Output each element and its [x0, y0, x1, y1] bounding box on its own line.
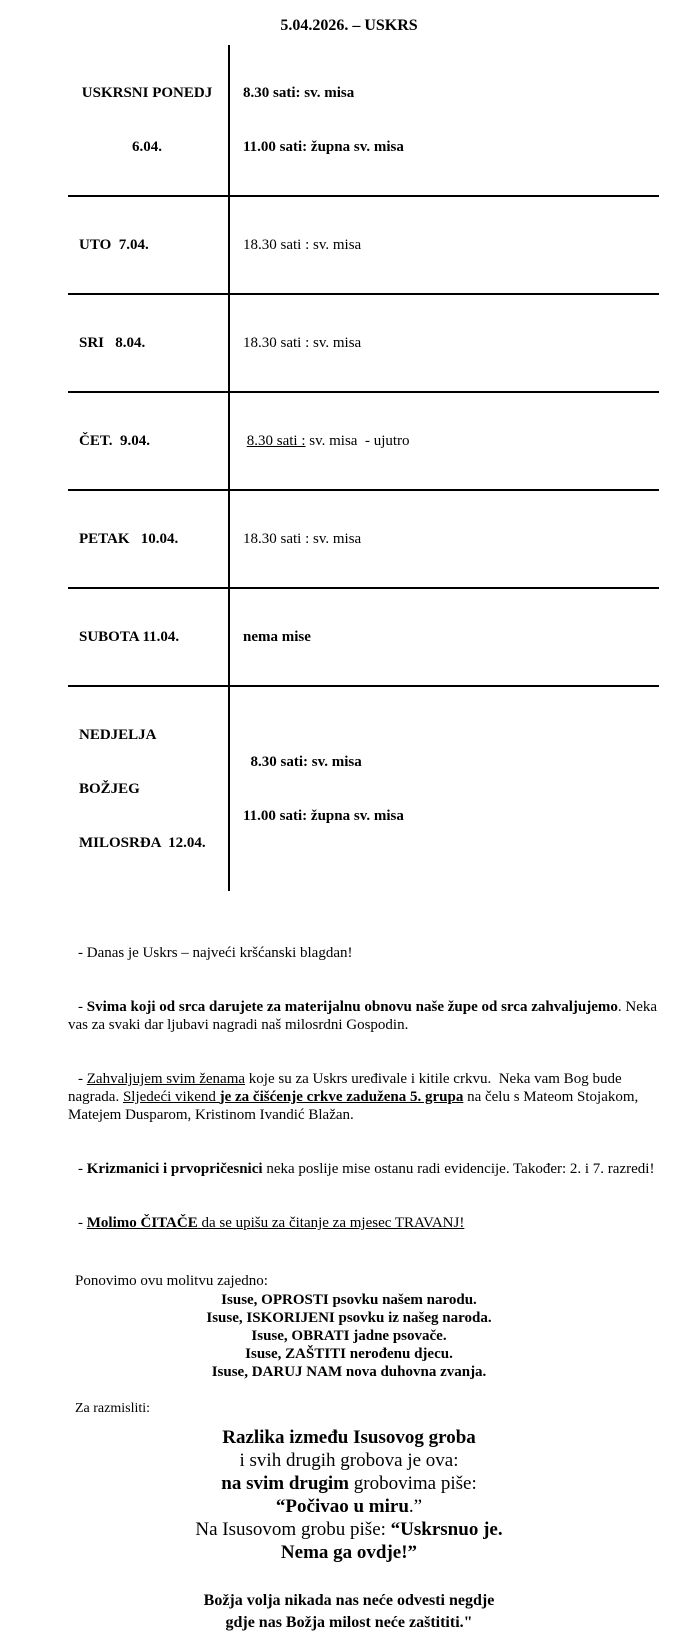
- text-segment: neka poslije mise ostanu radi evidencije. Također: 2. i 7. razredi!: [262, 1161, 655, 1177]
- text-segment: “Počivao u miru: [275, 1496, 409, 1517]
- text-segment: i svih drugih grobova je ova:: [239, 1450, 459, 1471]
- closing-line: Božja volja nikada nas neće odvesti negdje: [203, 1592, 495, 1609]
- schedule-row-thursday: [68, 392, 659, 490]
- closing-block: [0, 1590, 698, 1634]
- time-line: 8.30 sati: sv. misa: [243, 85, 355, 101]
- prayer-line: Isuse, OPROSTI psovku našem narodu.: [221, 1292, 477, 1308]
- reflection-line: [0, 1541, 698, 1564]
- time-cell: [229, 490, 659, 588]
- time-cell: [229, 588, 659, 686]
- time-line: 18.30 sati : sv. misa: [243, 531, 362, 547]
- day-line: UTO 7.04.: [79, 237, 149, 253]
- day-cell: [68, 588, 229, 686]
- mass-schedule-table: [68, 45, 659, 891]
- text-segment: -: [78, 999, 87, 1015]
- prayer-intro: Ponovimo ovu molitvu zajedno:: [75, 1273, 268, 1289]
- reflection-line: [0, 1426, 698, 1449]
- reflection-block: [0, 1426, 698, 1564]
- text-segment: - Danas je Uskrs – najveći kršćanski blagdan!: [78, 945, 353, 961]
- text-segment: koje su za Uskrs uređivale i kitile crkvu. Neka vam Bog bude nagrada.: [68, 1071, 626, 1105]
- text-segment: da se upišu za čitanje za mjesec TRAVANJ!: [197, 1215, 465, 1231]
- day-line: SRI 8.04.: [79, 335, 146, 351]
- reflection-line: [0, 1518, 698, 1541]
- time-cell: [229, 392, 659, 490]
- announcements: [68, 908, 664, 1268]
- text-segment: 8.30 sati :: [246, 433, 306, 449]
- text-segment: Nema ga ovdje!”: [280, 1542, 418, 1563]
- announcement-item: [68, 1214, 664, 1232]
- page-title: 5.04.2026. – USKRS: [280, 17, 418, 34]
- day-line: 6.04.: [132, 139, 162, 155]
- time-cell: [229, 686, 659, 891]
- time-line: [243, 432, 651, 450]
- schedule-row-divine-mercy-sunday: [68, 686, 659, 891]
- reflection-label: Za razmisliti:: [75, 1401, 151, 1416]
- schedule-row-easter-monday: [68, 45, 659, 196]
- day-line: NEDJELJA: [79, 727, 157, 743]
- text-segment: -: [78, 1161, 87, 1177]
- text-segment: .”: [408, 1496, 423, 1517]
- schedule-row-saturday: [68, 588, 659, 686]
- day-cell: [68, 45, 229, 196]
- reflection-line: [0, 1472, 698, 1495]
- time-cell: [229, 196, 659, 294]
- text-segment: Molimo ČITAČE: [86, 1215, 198, 1231]
- time-line: nema mise: [243, 629, 311, 645]
- closing-line: gdje nas Božja milost neće zaštititi.": [225, 1614, 473, 1631]
- text-segment: Krizmanici i prvopričesnici: [86, 1161, 263, 1177]
- announcement-item: [68, 1160, 664, 1178]
- day-line: MILOSRĐA 12.04.: [79, 835, 206, 851]
- day-line: PETAK 10.04.: [79, 531, 179, 547]
- reflection-line: [0, 1495, 698, 1518]
- schedule-row-friday: [68, 490, 659, 588]
- prayer-line: Isuse, DARUJ NAM nova duhovna zvanja.: [211, 1364, 487, 1380]
- text-segment: Razlika između Isusovog groba: [222, 1427, 476, 1448]
- reflection-line: [0, 1449, 698, 1472]
- day-cell: [68, 392, 229, 490]
- text-segment: -: [78, 1071, 87, 1087]
- text-segment: grobovima piše:: [349, 1473, 477, 1494]
- day-cell: [68, 196, 229, 294]
- text-segment: Na Isusovom grobu piše:: [195, 1519, 391, 1540]
- text-segment: na čelu s Mateom Stojakom, Matejem Dusparom, Kristinom Ivandić Blažan.: [68, 1089, 643, 1123]
- day-cell: [68, 686, 229, 891]
- prayer-block: [0, 1291, 698, 1381]
- text-segment: -: [78, 1215, 87, 1231]
- day-line: BOŽJEG: [79, 781, 140, 797]
- time-line: 8.30 sati: sv. misa: [243, 754, 362, 770]
- text-segment: Zahvaljujem svim ženama: [86, 1071, 246, 1087]
- time-line: 11.00 sati: župna sv. misa: [243, 808, 404, 824]
- text-segment: na svim drugim: [221, 1473, 350, 1494]
- time-line: 11.00 sati: župna sv. misa: [243, 139, 404, 155]
- time-line: 18.30 sati : sv. misa: [243, 237, 362, 253]
- text-segment: . Neka vas za svaki dar ljubavi nagradi naš milosrdni Gospodin.: [68, 999, 661, 1033]
- text-segment: Svima koji od srca darujete za materijalnu obnovu naše župe od srca zahvaljujemo: [86, 999, 618, 1015]
- time-cell: [229, 294, 659, 392]
- text-segment: “Uskrsnuo je.: [390, 1519, 503, 1540]
- announcement-item: [68, 998, 664, 1034]
- day-line: USKRSNI PONEDJ: [81, 85, 213, 101]
- day-line: ČET. 9.04.: [79, 433, 150, 449]
- day-cell: [68, 490, 229, 588]
- text-segment: sv. misa - ujutro: [305, 433, 410, 449]
- prayer-line: Isuse, OBRATI jadne psovače.: [251, 1328, 447, 1344]
- prayer-line: Isuse, ZAŠTITI nerođenu djecu.: [245, 1346, 453, 1362]
- text-segment: Sljedeći vikend: [122, 1089, 220, 1105]
- announcement-item: [68, 1070, 664, 1124]
- schedule-row-wednesday: [68, 294, 659, 392]
- announcement-item: [68, 944, 664, 962]
- schedule-row-tuesday: [68, 196, 659, 294]
- time-cell: [229, 45, 659, 196]
- time-line: 18.30 sati : sv. misa: [243, 335, 362, 351]
- day-cell: [68, 294, 229, 392]
- day-line: SUBOTA 11.04.: [79, 629, 180, 645]
- text-segment: je za čišćenje crkve zadužena 5. grupa: [219, 1089, 464, 1105]
- prayer-line: Isuse, ISKORIJENI psovku iz našeg naroda.: [206, 1310, 492, 1326]
